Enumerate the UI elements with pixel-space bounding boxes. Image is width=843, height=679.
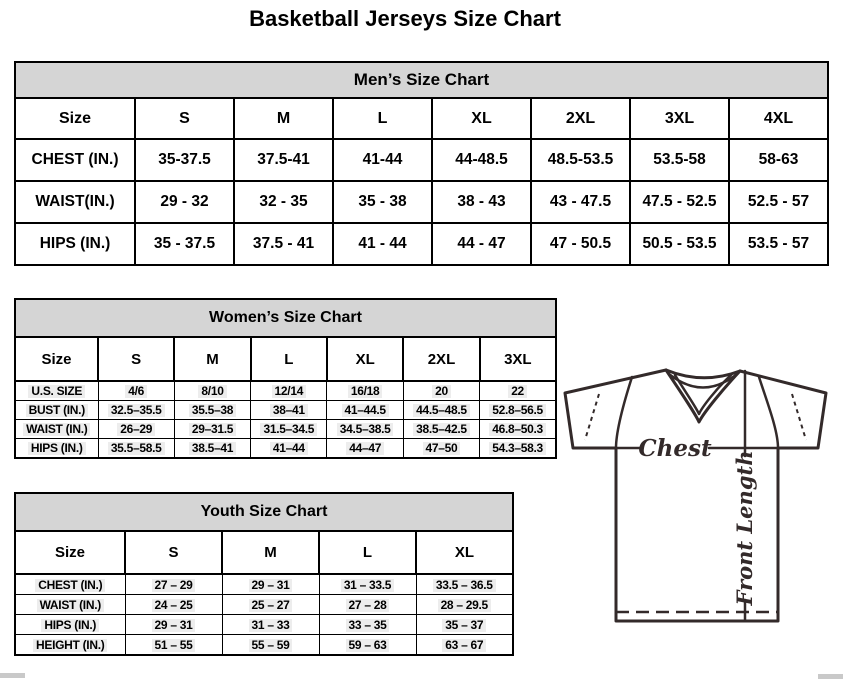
size-cell: 48.5-53.5 (531, 139, 630, 181)
page-title: Basketball Jerseys Size Chart (249, 6, 561, 31)
size-cell: 47–50 (403, 439, 479, 459)
row-label: WAIST (IN.) (15, 420, 98, 439)
table-row (15, 401, 556, 420)
size-cell: 35.5–58.5 (98, 439, 174, 459)
size-cell: 58-63 (729, 139, 828, 181)
size-cell: 8/10 (174, 381, 250, 401)
womens-size-table (14, 298, 557, 459)
size-cell: 31 – 33 (222, 615, 319, 635)
column-header: S (98, 337, 174, 381)
size-cell: 50.5 - 53.5 (630, 223, 729, 265)
front-length-label: Front Length (732, 450, 757, 606)
size-cell: 41–44.5 (327, 401, 403, 420)
size-cell: 12/14 (251, 381, 327, 401)
size-cell: 38–41 (251, 401, 327, 420)
size-cell: 63 – 67 (416, 635, 513, 656)
size-cell: 29 – 31 (125, 615, 222, 635)
size-cell: 46.8–50.3 (480, 420, 556, 439)
column-header: XL (432, 98, 531, 139)
size-cell: 41-44 (333, 139, 432, 181)
size-cell: 41 - 44 (333, 223, 432, 265)
size-cell: 29 – 31 (222, 574, 319, 595)
scrollbar-fragment-left[interactable] (0, 673, 25, 678)
column-header: M (174, 337, 250, 381)
column-header: Size (15, 337, 98, 381)
left-cuff-dashed-line (585, 394, 599, 440)
size-cell: 35 – 37 (416, 615, 513, 635)
column-header: S (125, 531, 222, 574)
size-cell: 37.5-41 (234, 139, 333, 181)
column-header: XL (416, 531, 513, 574)
size-cell: 28 – 29.5 (416, 595, 513, 615)
mens-table-title: Men’s Size Chart (15, 62, 828, 98)
size-cell: 29–31.5 (174, 420, 250, 439)
table-row (15, 420, 556, 439)
table-row (15, 439, 556, 459)
column-header: 4XL (729, 98, 828, 139)
row-label: BUST (IN.) (15, 401, 98, 420)
scrollbar-fragment-right[interactable] (818, 674, 843, 679)
table-row (15, 635, 513, 656)
size-cell: 25 – 27 (222, 595, 319, 615)
table-row (15, 595, 513, 615)
size-cell: 44–47 (327, 439, 403, 459)
right-cuff-dashed-line (792, 394, 806, 440)
size-cell: 37.5 - 41 (234, 223, 333, 265)
jersey-diagram-svg (558, 360, 833, 630)
size-cell: 33 – 35 (319, 615, 416, 635)
size-cell: 35 - 37.5 (135, 223, 234, 265)
table-row (15, 381, 556, 401)
size-cell: 44 - 47 (432, 223, 531, 265)
size-cell: 34.5–38.5 (327, 420, 403, 439)
column-header: L (251, 337, 327, 381)
table-row (15, 181, 828, 223)
size-cell: 54.3–58.3 (480, 439, 556, 459)
size-cell: 51 – 55 (125, 635, 222, 656)
row-label: WAIST (IN.) (15, 595, 125, 615)
row-label: CHEST (IN.) (15, 574, 125, 595)
youth-size-table (14, 492, 514, 656)
size-cell: 55 – 59 (222, 635, 319, 656)
size-cell: 16/18 (327, 381, 403, 401)
size-cell: 52.5 - 57 (729, 181, 828, 223)
size-cell: 59 – 63 (319, 635, 416, 656)
size-cell: 27 – 28 (319, 595, 416, 615)
size-cell: 31.5–34.5 (251, 420, 327, 439)
size-cell: 38 - 43 (432, 181, 531, 223)
column-header: S (135, 98, 234, 139)
size-cell: 27 – 29 (125, 574, 222, 595)
chest-label: Chest (638, 435, 712, 462)
table-row (15, 139, 828, 181)
column-header: L (333, 98, 432, 139)
jersey-measurement-diagram (558, 360, 833, 630)
size-cell: 22 (480, 381, 556, 401)
column-header: 3XL (480, 337, 556, 381)
column-header: 2XL (403, 337, 479, 381)
column-header: M (222, 531, 319, 574)
size-cell: 43 - 47.5 (531, 181, 630, 223)
size-cell: 32 - 35 (234, 181, 333, 223)
youth-table-title: Youth Size Chart (15, 493, 513, 531)
column-header: Size (15, 98, 135, 139)
column-header: 3XL (630, 98, 729, 139)
size-cell: 44.5–48.5 (403, 401, 479, 420)
table-header-row (15, 337, 556, 381)
row-label: HEIGHT (IN.) (15, 635, 125, 656)
size-cell: 31 – 33.5 (319, 574, 416, 595)
table-row (15, 615, 513, 635)
size-cell: 20 (403, 381, 479, 401)
column-header: 2XL (531, 98, 630, 139)
table-row (15, 223, 828, 265)
size-cell: 38.5–42.5 (403, 420, 479, 439)
right-armhole-seam (759, 377, 778, 448)
size-cell: 24 – 25 (125, 595, 222, 615)
womens-table-title: Women’s Size Chart (15, 299, 556, 337)
size-cell: 47.5 - 52.5 (630, 181, 729, 223)
size-cell: 53.5 - 57 (729, 223, 828, 265)
size-cell: 47 - 50.5 (531, 223, 630, 265)
size-cell: 32.5–35.5 (98, 401, 174, 420)
size-cell: 35 - 38 (333, 181, 432, 223)
row-label: HIPS (IN.) (15, 223, 135, 265)
size-cell: 4/6 (98, 381, 174, 401)
row-label: CHEST (IN.) (15, 139, 135, 181)
row-label: U.S. SIZE (15, 381, 98, 401)
table-row (15, 574, 513, 595)
row-label: WAIST(IN.) (15, 181, 135, 223)
column-header: XL (327, 337, 403, 381)
left-armhole-seam (616, 377, 632, 448)
size-cell: 35-37.5 (135, 139, 234, 181)
row-label: HIPS (IN.) (15, 439, 98, 459)
table-header-row (15, 98, 828, 139)
column-header: M (234, 98, 333, 139)
size-cell: 26–29 (98, 420, 174, 439)
table-header-row (15, 531, 513, 574)
size-cell: 53.5-58 (630, 139, 729, 181)
column-header: L (319, 531, 416, 574)
mens-size-table (14, 61, 829, 266)
size-cell: 44-48.5 (432, 139, 531, 181)
size-cell: 33.5 – 36.5 (416, 574, 513, 595)
column-header: Size (15, 531, 125, 574)
size-cell: 41–44 (251, 439, 327, 459)
size-cell: 35.5–38 (174, 401, 250, 420)
size-cell: 29 - 32 (135, 181, 234, 223)
row-label: HIPS (IN.) (15, 615, 125, 635)
size-cell: 38.5–41 (174, 439, 250, 459)
size-cell: 52.8–56.5 (480, 401, 556, 420)
